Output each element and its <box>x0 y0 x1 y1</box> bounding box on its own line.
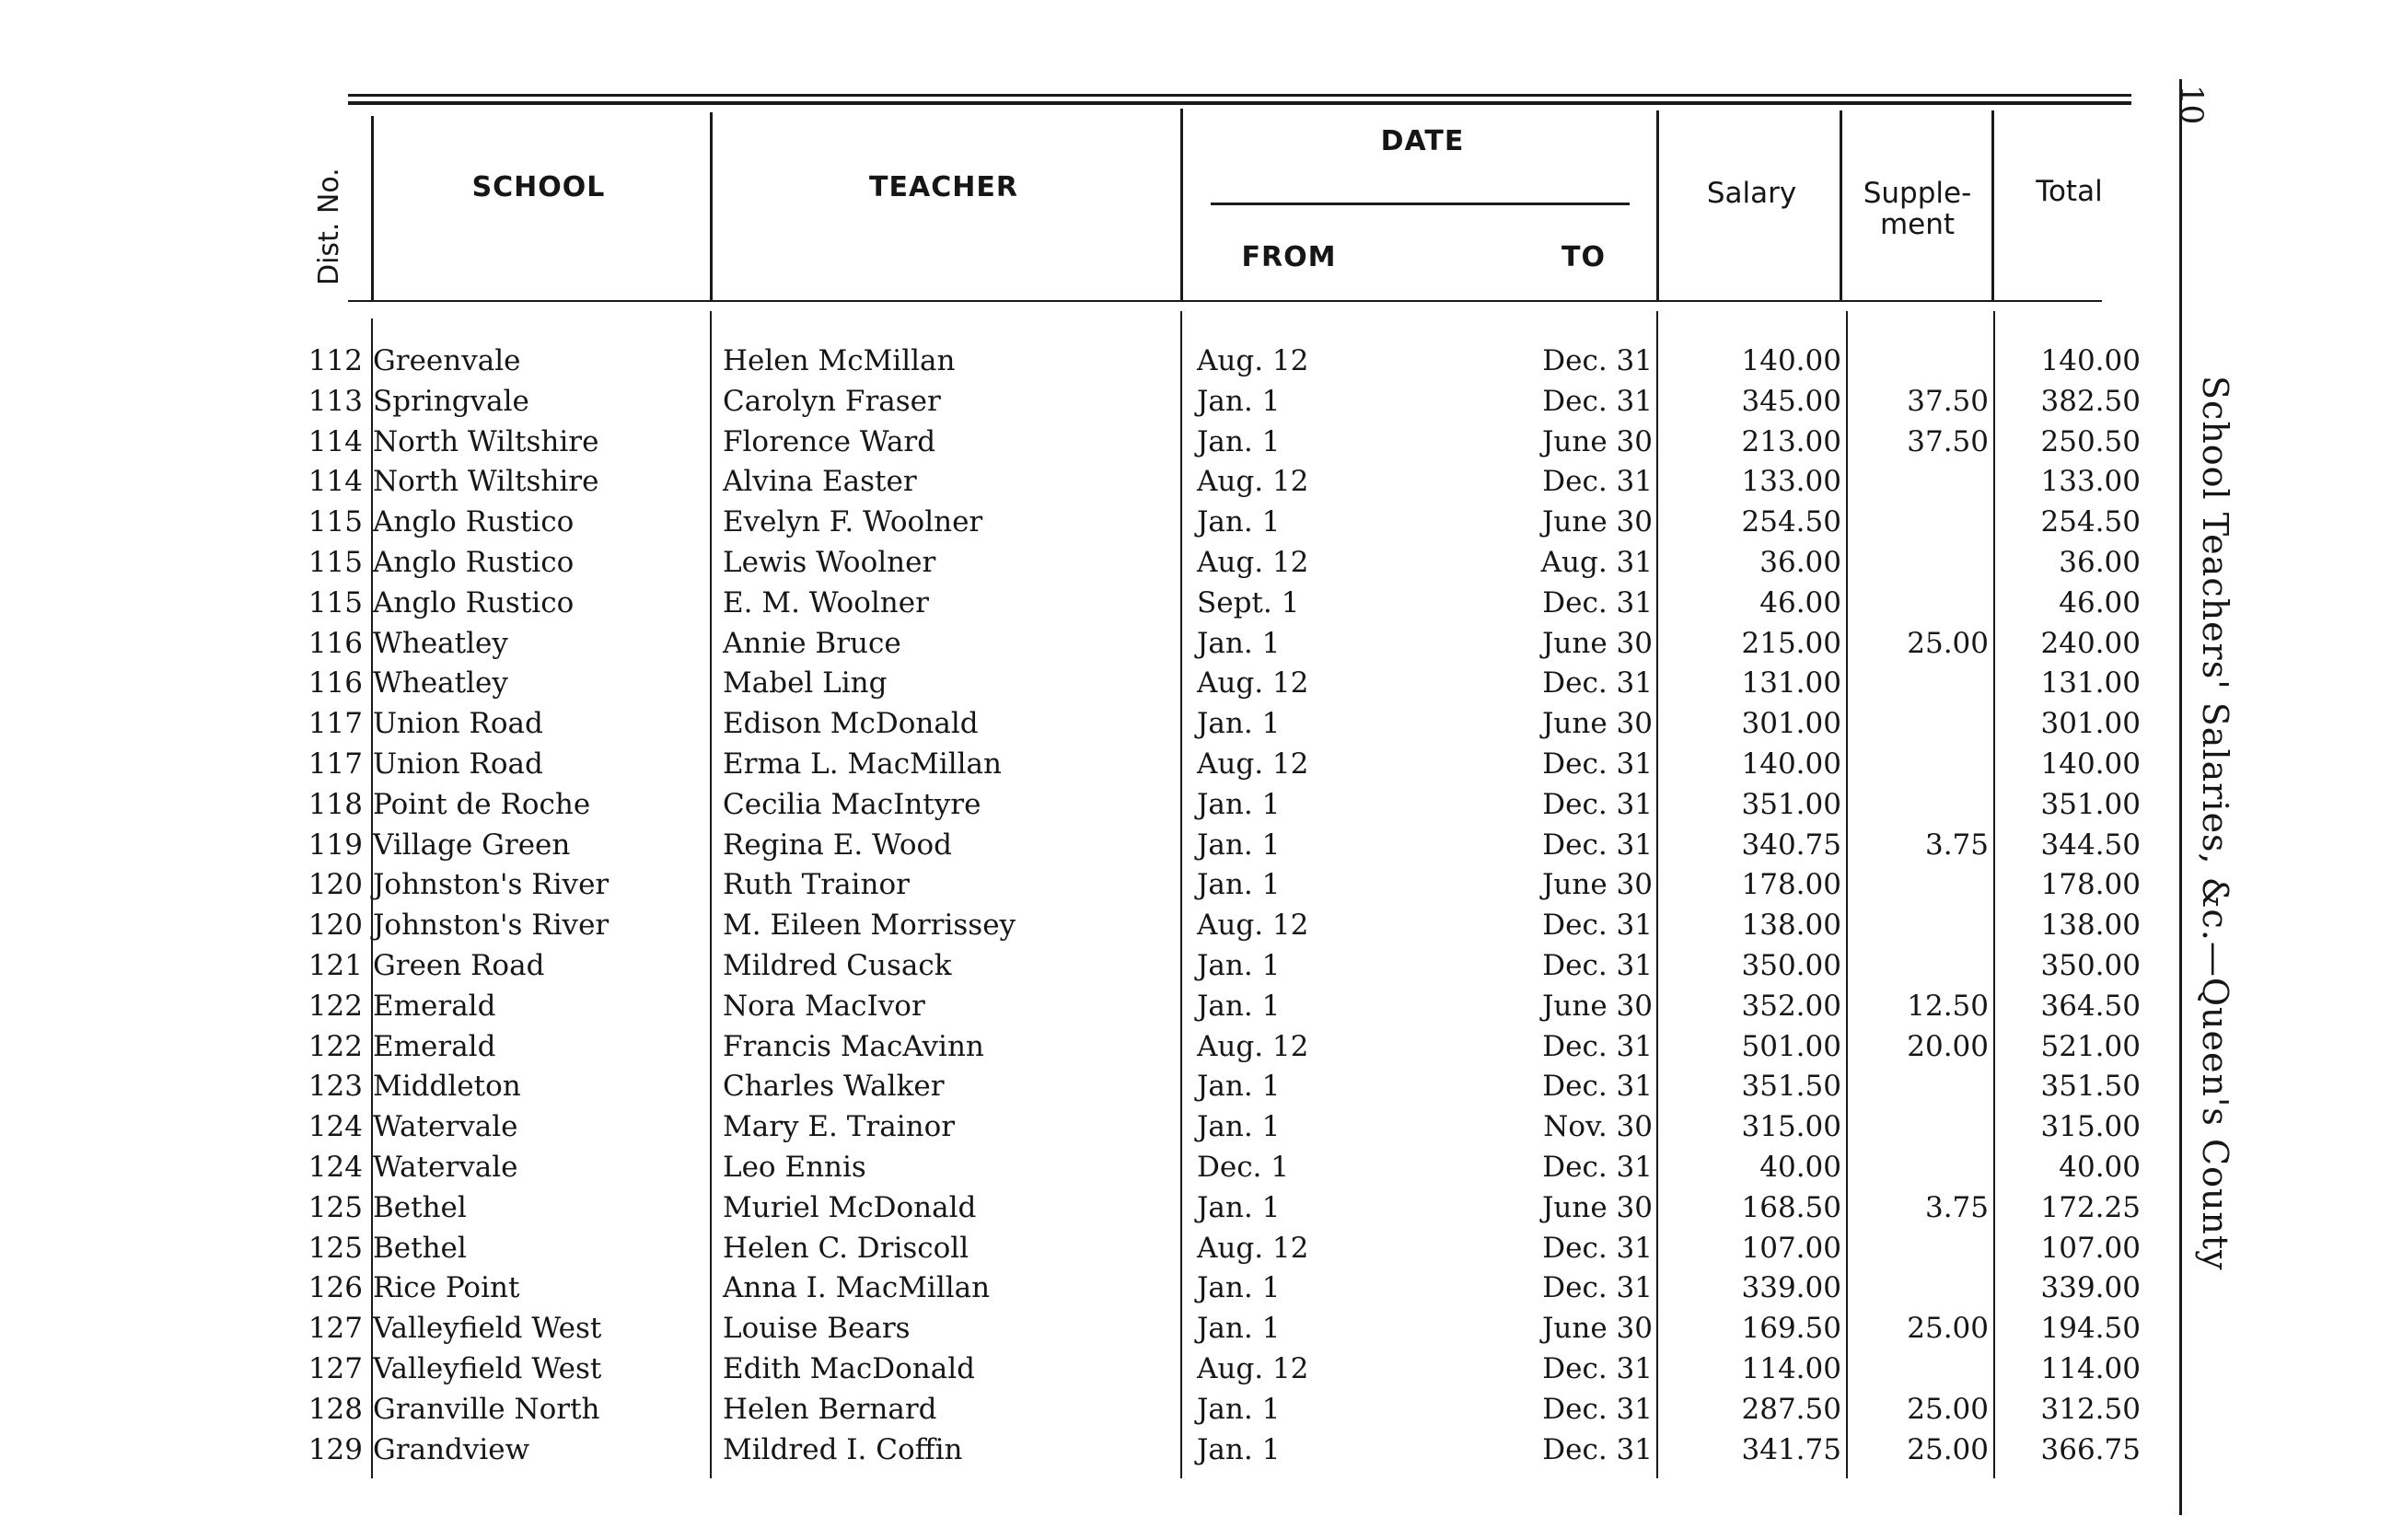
table-row <box>0 341 2403 381</box>
total-cell: 250.50 <box>2040 424 2141 458</box>
table-row <box>0 825 2403 865</box>
dist-cell: 115 <box>308 505 363 539</box>
teacher-cell: Erma L. MacMillan <box>723 747 1002 781</box>
total-cell: 36.00 <box>2059 546 2141 579</box>
from-cell: Jan. 1 <box>1197 424 1281 458</box>
col-rule-school <box>710 112 713 300</box>
salary-cell: 131.00 <box>1741 666 1841 701</box>
header-date: DATE <box>1380 125 1465 157</box>
salary-cell: 339.00 <box>1741 1271 1841 1305</box>
teacher-cell: Evelyn F. Woolner <box>723 505 983 539</box>
to-cell: Dec. 31 <box>1542 585 1653 619</box>
table-row <box>0 945 2403 986</box>
to-cell: June 30 <box>1541 626 1653 660</box>
table-row <box>0 1228 2403 1268</box>
teacher-cell: Helen Bernard <box>723 1392 937 1426</box>
dist-cell: 114 <box>308 424 363 458</box>
salary-cell: 36.00 <box>1759 546 1841 579</box>
school-cell: North Wiltshire <box>373 424 599 458</box>
dist-cell: 117 <box>308 747 363 781</box>
total-cell: 138.00 <box>2040 909 2141 943</box>
supplement-cell: 12.50 <box>1907 989 1989 1023</box>
table-row <box>0 1389 2403 1430</box>
salary-cell: 351.00 <box>1741 787 1841 821</box>
teacher-cell: Annie Bruce <box>723 626 901 660</box>
salary-cell: 215.00 <box>1741 626 1841 660</box>
salary-cell: 178.00 <box>1741 868 1841 902</box>
table-row <box>0 1187 2403 1228</box>
header-dist-no: Dist. No. <box>313 168 345 285</box>
supplement-cell: 25.00 <box>1907 1432 1989 1466</box>
teacher-cell: Regina E. Wood <box>723 828 953 862</box>
col-rule-teacher <box>1180 109 1183 300</box>
table-row <box>0 703 2403 744</box>
teacher-cell: Muriel McDonald <box>723 1190 977 1224</box>
dist-cell: 116 <box>308 666 363 701</box>
teacher-cell: M. Eileen Morrissey <box>723 909 1016 943</box>
top-double-rule-2 <box>348 103 2131 105</box>
table-row <box>0 663 2403 703</box>
school-cell: Anglo Rustico <box>373 585 575 619</box>
from-cell: Jan. 1 <box>1197 707 1281 741</box>
total-cell: 344.50 <box>2040 828 2141 862</box>
school-cell: Valleyfield West <box>373 1352 602 1385</box>
salary-cell: 46.00 <box>1759 585 1841 619</box>
teacher-cell: Carolyn Fraser <box>723 384 941 418</box>
date-underline <box>1211 203 1630 205</box>
to-cell: Dec. 31 <box>1542 1392 1653 1426</box>
school-cell: Bethel <box>373 1231 467 1265</box>
from-cell: Jan. 1 <box>1197 828 1281 862</box>
total-cell: 240.00 <box>2040 626 2141 660</box>
salary-cell: 341.75 <box>1741 1432 1841 1466</box>
table-row <box>0 381 2403 422</box>
table-row <box>0 502 2403 542</box>
from-cell: Jan. 1 <box>1197 1190 1281 1224</box>
to-cell: Dec. 31 <box>1542 384 1653 418</box>
dist-cell: 115 <box>308 585 363 619</box>
teacher-cell: Helen McMillan <box>723 344 956 377</box>
col-rule-dist <box>371 116 374 300</box>
to-cell: Dec. 31 <box>1542 909 1653 943</box>
header-to: TO <box>1561 241 1606 273</box>
to-cell: Dec. 31 <box>1542 1070 1653 1104</box>
to-cell: Dec. 31 <box>1542 1029 1653 1063</box>
dist-cell: 122 <box>308 1029 363 1063</box>
total-cell: 178.00 <box>2040 868 2141 902</box>
teacher-cell: Louise Bears <box>723 1312 911 1346</box>
page-number: 10 <box>2173 85 2210 125</box>
to-cell: June 30 <box>1541 424 1653 458</box>
dist-cell: 121 <box>308 949 363 982</box>
dist-cell: 127 <box>308 1312 363 1346</box>
total-cell: 46.00 <box>2059 585 2141 619</box>
header-school: SCHOOL <box>471 171 606 203</box>
from-cell: Jan. 1 <box>1197 1110 1281 1144</box>
from-cell: Aug. 12 <box>1197 747 1309 781</box>
salary-cell: 140.00 <box>1741 344 1841 377</box>
salary-cell: 351.50 <box>1741 1070 1841 1104</box>
table-row <box>0 784 2403 825</box>
from-cell: Jan. 1 <box>1197 1392 1281 1426</box>
dist-cell: 112 <box>308 344 363 377</box>
teacher-cell: Anna I. MacMillan <box>723 1271 991 1305</box>
to-cell: June 30 <box>1541 707 1653 741</box>
header-total: Total <box>2036 175 2103 208</box>
supplement-cell: 25.00 <box>1907 1312 1989 1346</box>
salary-cell: 107.00 <box>1741 1231 1841 1265</box>
teacher-cell: Alvina Easter <box>723 465 917 499</box>
teacher-cell: Mabel Ling <box>723 666 888 701</box>
from-cell: Sept. 1 <box>1197 585 1300 619</box>
dist-cell: 115 <box>308 546 363 579</box>
table-row <box>0 905 2403 945</box>
supplement-cell: 20.00 <box>1907 1029 1989 1063</box>
dist-cell: 117 <box>308 707 363 741</box>
teacher-cell: Charles Walker <box>723 1070 945 1104</box>
salary-cell: 138.00 <box>1741 909 1841 943</box>
from-cell: Aug. 12 <box>1197 1231 1309 1265</box>
teacher-cell: Lewis Woolner <box>723 546 936 579</box>
from-cell: Jan. 1 <box>1197 787 1281 821</box>
teacher-cell: Cecilia MacIntyre <box>723 787 981 821</box>
dist-cell: 116 <box>308 626 363 660</box>
dist-cell: 114 <box>308 465 363 499</box>
table-row <box>0 422 2403 462</box>
teacher-cell: E. M. Woolner <box>723 585 929 619</box>
school-cell: Greenvale <box>373 344 521 377</box>
total-cell: 107.00 <box>2040 1231 2141 1265</box>
table-row <box>0 1026 2403 1067</box>
total-cell: 301.00 <box>2040 707 2141 741</box>
to-cell: Aug. 31 <box>1540 546 1653 579</box>
total-cell: 339.00 <box>2040 1271 2141 1305</box>
teacher-cell: Mildred Cusack <box>723 949 952 982</box>
total-cell: 114.00 <box>2040 1352 2141 1385</box>
salary-cell: 315.00 <box>1741 1110 1841 1144</box>
sidebar-rule <box>2179 79 2182 1515</box>
table-row <box>0 1308 2403 1349</box>
total-cell: 351.00 <box>2040 787 2141 821</box>
dist-cell: 118 <box>308 787 363 821</box>
header-bottom-rule <box>348 300 2102 302</box>
school-cell: Valleyfield West <box>373 1312 602 1346</box>
dist-cell: 123 <box>308 1070 363 1104</box>
salary-cell: 287.50 <box>1741 1392 1841 1426</box>
school-cell: Springvale <box>373 384 529 418</box>
teacher-cell: Mildred I. Coffin <box>723 1432 963 1466</box>
table-row <box>0 1349 2403 1389</box>
total-cell: 366.75 <box>2040 1432 2141 1466</box>
supplement-cell: 37.50 <box>1907 424 1989 458</box>
dist-cell: 125 <box>308 1231 363 1265</box>
from-cell: Jan. 1 <box>1197 1312 1281 1346</box>
salary-cell: 40.00 <box>1759 1151 1841 1184</box>
salary-cell: 254.50 <box>1741 505 1841 539</box>
school-cell: Watervale <box>373 1110 518 1144</box>
to-cell: Nov. 30 <box>1543 1110 1653 1144</box>
teacher-cell: Ruth Trainor <box>723 868 910 902</box>
to-cell: Dec. 31 <box>1542 1432 1653 1466</box>
to-cell: Dec. 31 <box>1542 666 1653 701</box>
from-cell: Aug. 12 <box>1197 546 1309 579</box>
from-cell: Jan. 1 <box>1197 868 1281 902</box>
school-cell: Emerald <box>373 1029 496 1063</box>
from-cell: Jan. 1 <box>1197 1271 1281 1305</box>
from-cell: Jan. 1 <box>1197 384 1281 418</box>
dist-cell: 119 <box>308 828 363 862</box>
table-row <box>0 1430 2403 1470</box>
table-row <box>0 461 2403 502</box>
to-cell: Dec. 31 <box>1542 344 1653 377</box>
col-rule-salary <box>1840 110 1842 300</box>
teacher-cell: Francis MacAvinn <box>723 1029 984 1063</box>
to-cell: June 30 <box>1541 505 1653 539</box>
col-rule-date <box>1656 110 1659 300</box>
total-cell: 315.00 <box>2040 1110 2141 1144</box>
school-cell: North Wiltshire <box>373 465 599 499</box>
total-cell: 133.00 <box>2040 465 2141 499</box>
school-cell: Johnston's River <box>373 909 609 943</box>
header-teacher: TEACHER <box>869 171 1018 203</box>
total-cell: 194.50 <box>2040 1312 2141 1346</box>
school-cell: Johnston's River <box>373 868 609 902</box>
header-from: FROM <box>1241 241 1337 273</box>
from-cell: Aug. 12 <box>1197 1352 1309 1385</box>
table-row <box>0 1268 2403 1308</box>
total-cell: 350.00 <box>2040 949 2141 982</box>
school-cell: Union Road <box>373 707 543 741</box>
salary-cell: 345.00 <box>1741 384 1841 418</box>
from-cell: Aug. 12 <box>1197 465 1309 499</box>
total-cell: 382.50 <box>2040 384 2141 418</box>
total-cell: 351.50 <box>2040 1070 2141 1104</box>
to-cell: Dec. 31 <box>1542 828 1653 862</box>
supplement-cell: 3.75 <box>1924 1190 1989 1224</box>
teacher-cell: Florence Ward <box>723 424 936 458</box>
table-row <box>0 864 2403 905</box>
total-cell: 40.00 <box>2059 1151 2141 1184</box>
dist-cell: 120 <box>308 909 363 943</box>
salary-cell: 114.00 <box>1741 1352 1841 1385</box>
salary-cell: 501.00 <box>1741 1029 1841 1063</box>
school-cell: Rice Point <box>373 1271 520 1305</box>
from-cell: Jan. 1 <box>1197 949 1281 982</box>
school-cell: Grandview <box>373 1432 530 1466</box>
school-cell: Green Road <box>373 949 545 982</box>
to-cell: Dec. 31 <box>1542 465 1653 499</box>
col-rule-supplement <box>1991 110 1994 300</box>
top-double-rule <box>348 94 2131 103</box>
teacher-cell: Mary E. Trainor <box>723 1110 956 1144</box>
from-cell: Aug. 12 <box>1197 1029 1309 1063</box>
total-cell: 140.00 <box>2040 344 2141 377</box>
dist-cell: 122 <box>308 989 363 1023</box>
header-supplement-2: ment <box>1879 208 1956 241</box>
from-cell: Aug. 12 <box>1197 344 1309 377</box>
from-cell: Jan. 1 <box>1197 989 1281 1023</box>
teacher-cell: Leo Ennis <box>723 1151 866 1184</box>
running-title: School Teachers' Salaries, &c.—Queen's County <box>2195 376 2235 1271</box>
school-cell: Anglo Rustico <box>373 546 575 579</box>
to-cell: Dec. 31 <box>1542 1352 1653 1385</box>
table-row <box>0 542 2403 583</box>
school-cell: Wheatley <box>373 666 508 701</box>
header-supplement-1: Supple- <box>1863 177 1972 210</box>
total-cell: 131.00 <box>2040 666 2141 701</box>
to-cell: June 30 <box>1541 868 1653 902</box>
supplement-cell: 25.00 <box>1907 1392 1989 1426</box>
total-cell: 364.50 <box>2040 989 2141 1023</box>
total-cell: 172.25 <box>2040 1190 2141 1224</box>
school-cell: Middleton <box>373 1070 521 1104</box>
salary-cell: 350.00 <box>1741 949 1841 982</box>
from-cell: Aug. 12 <box>1197 909 1309 943</box>
dist-cell: 120 <box>308 868 363 902</box>
salary-cell: 213.00 <box>1741 424 1841 458</box>
teacher-cell: Nora MacIvor <box>723 989 925 1023</box>
from-cell: Jan. 1 <box>1197 626 1281 660</box>
header-salary: Salary <box>1706 177 1797 210</box>
school-cell: Emerald <box>373 989 496 1023</box>
dist-cell: 124 <box>308 1110 363 1144</box>
from-cell: Jan. 1 <box>1197 1432 1281 1466</box>
table-row <box>0 744 2403 784</box>
to-cell: Dec. 31 <box>1542 1271 1653 1305</box>
table-row <box>0 583 2403 623</box>
school-cell: Point de Roche <box>373 787 591 821</box>
school-cell: Watervale <box>373 1151 518 1184</box>
from-cell: Dec. 1 <box>1197 1151 1289 1184</box>
salary-cell: 169.50 <box>1741 1312 1841 1346</box>
dist-cell: 124 <box>308 1151 363 1184</box>
school-cell: Anglo Rustico <box>373 505 575 539</box>
table-row <box>0 1147 2403 1187</box>
to-cell: Dec. 31 <box>1542 1151 1653 1184</box>
teacher-cell: Edison McDonald <box>723 707 979 741</box>
supplement-cell: 3.75 <box>1924 828 1989 862</box>
dist-cell: 128 <box>308 1392 363 1426</box>
to-cell: June 30 <box>1541 1312 1653 1346</box>
teacher-cell: Helen C. Driscoll <box>723 1231 969 1265</box>
school-cell: Union Road <box>373 747 543 781</box>
total-cell: 254.50 <box>2040 505 2141 539</box>
from-cell: Aug. 12 <box>1197 666 1309 701</box>
table-row <box>0 623 2403 664</box>
salary-cell: 301.00 <box>1741 707 1841 741</box>
salary-cell: 340.75 <box>1741 828 1841 862</box>
dist-cell: 129 <box>308 1432 363 1466</box>
salary-cell: 133.00 <box>1741 465 1841 499</box>
salary-cell: 168.50 <box>1741 1190 1841 1224</box>
total-cell: 521.00 <box>2040 1029 2141 1063</box>
to-cell: Dec. 31 <box>1542 747 1653 781</box>
dist-cell: 125 <box>308 1190 363 1224</box>
total-cell: 312.50 <box>2040 1392 2141 1426</box>
salary-cell: 352.00 <box>1741 989 1841 1023</box>
school-cell: Granville North <box>373 1392 600 1426</box>
teacher-cell: Edith MacDonald <box>723 1352 975 1385</box>
dist-cell: 113 <box>308 384 363 418</box>
to-cell: June 30 <box>1541 1190 1653 1224</box>
total-cell: 140.00 <box>2040 747 2141 781</box>
school-cell: Wheatley <box>373 626 508 660</box>
to-cell: Dec. 31 <box>1542 949 1653 982</box>
from-cell: Jan. 1 <box>1197 505 1281 539</box>
to-cell: Dec. 31 <box>1542 787 1653 821</box>
school-cell: Bethel <box>373 1190 467 1224</box>
school-cell: Village Green <box>373 828 571 862</box>
from-cell: Jan. 1 <box>1197 1070 1281 1104</box>
dist-cell: 127 <box>308 1352 363 1385</box>
supplement-cell: 25.00 <box>1907 626 1989 660</box>
table-row <box>0 1066 2403 1106</box>
to-cell: June 30 <box>1541 989 1653 1023</box>
table-row <box>0 986 2403 1026</box>
supplement-cell: 37.50 <box>1907 384 1989 418</box>
to-cell: Dec. 31 <box>1542 1231 1653 1265</box>
dist-cell: 126 <box>308 1271 363 1305</box>
salary-cell: 140.00 <box>1741 747 1841 781</box>
table-row <box>0 1106 2403 1147</box>
